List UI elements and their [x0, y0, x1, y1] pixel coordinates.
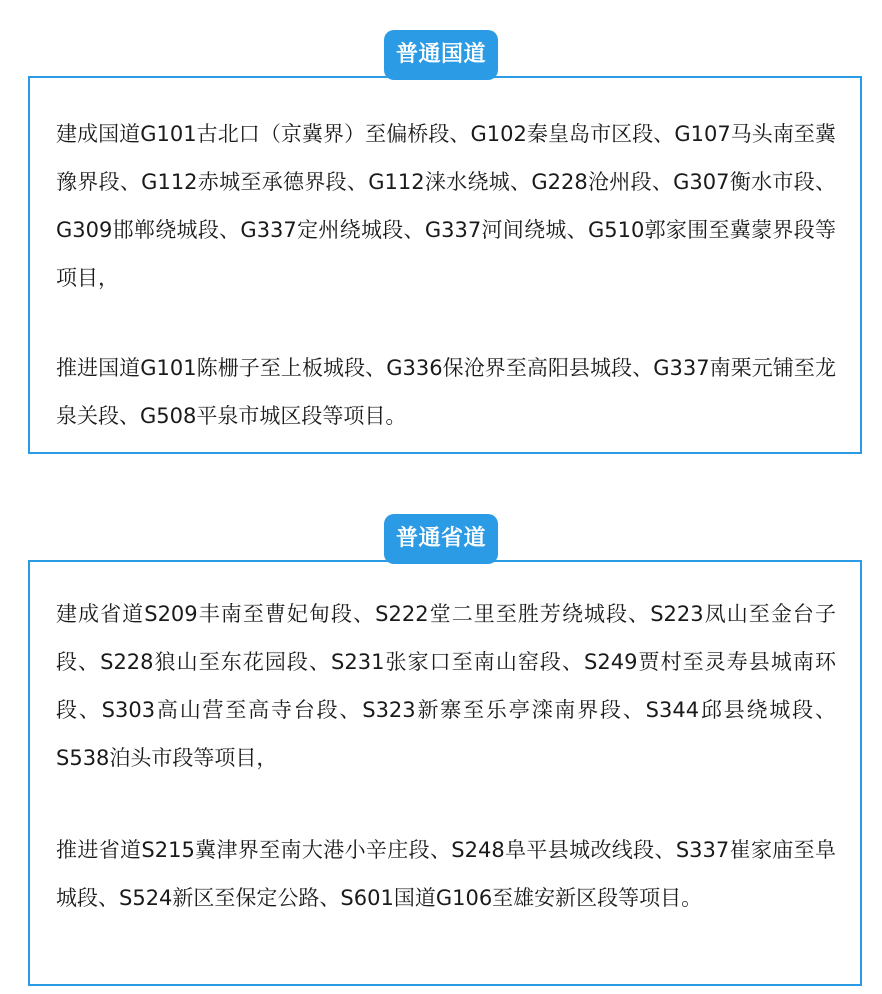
paragraph-ongoing: 推进国道G101陈栅子至上板城段、G336保沧界至高阳县城段、G337南栗元铺至龙泉关段、G508平泉市城区段等项目。: [56, 356, 836, 428]
paragraph-completed: 建成省道S209丰南至曹妃甸段、S222堂二里至胜芳绕城段、S223凤山至金台子段、S228狼山至东花园段、S231张家口至南山窑段、S249贾村至灵寿县城南环段、S303高山营至高寺台段、S323新寨至乐亭滦南界段、S344邱县绕城段、S538泊头市段等项目，: [56, 602, 836, 770]
paragraph-ongoing: 推进省道S215冀津界至南大港小辛庄段、S248阜平县城改线段、S337崔家庙至阜城段、S524新区至保定公路、S601国道G106至雄安新区段等项目。: [56, 838, 836, 910]
section-title-badge: 普通省道: [384, 514, 498, 564]
paragraph-completed: 建成国道G101古北口（京冀界）至偏桥段、G102秦皇岛市区段、G107马头南至冀豫界段、G112赤城至承德界段、G112涞水绕城、G228沧州段、G307衡水市段、G309邯郸绕城段、G337定州绕城段、G337河间绕城、G510郭家围至冀蒙界段等项目，: [56, 122, 836, 290]
section-title-badge: 普通国道: [384, 30, 498, 80]
section-provincial-roads: [28, 514, 862, 988]
section-national-roads: [28, 30, 862, 456]
